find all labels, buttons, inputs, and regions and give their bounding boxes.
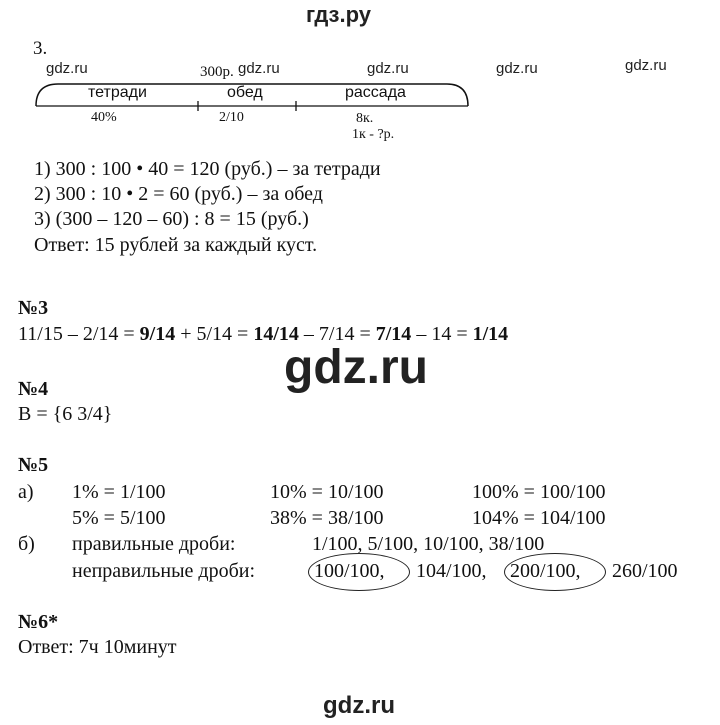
segment-label-notebooks: тетради (88, 84, 147, 101)
expr-result: 1/14 (472, 323, 509, 345)
heading-n5: №5 (18, 454, 49, 476)
expr-result: 7/14 (375, 323, 412, 345)
percent-cell: 100% = 100/100 (472, 481, 606, 503)
watermark: gdz.ru (625, 57, 667, 74)
segment-value-lunch: 2/10 (219, 110, 244, 125)
task-number: 3. (33, 38, 48, 59)
n3-expression (18, 323, 508, 346)
percent-cell: 104% = 104/100 (472, 507, 606, 529)
percent-cell: 38% = 38/100 (270, 507, 384, 529)
improper-value: 104/100, (416, 560, 487, 582)
expr-part: 11/15 – 2/14 = (18, 323, 140, 345)
improper-fractions-label: неправильные дроби: (72, 560, 256, 582)
n6-answer: Ответ: 7ч 10минут (18, 636, 177, 658)
part-a-label: а) (18, 481, 34, 503)
percent-cell: 1% = 1/100 (72, 481, 166, 503)
expr-part: + 5/14 = (175, 323, 254, 345)
center-watermark: gdz.ru (284, 341, 428, 394)
solution-line-3: 3) (300 – 120 – 60) : 8 = 15 (руб.) (34, 208, 309, 230)
solution-line-1: 1) 300 : 100 • 40 = 120 (руб.) – за тетради (34, 158, 381, 180)
expr-result: 14/14 (253, 323, 299, 345)
segment-label-seedlings: рассада (345, 84, 406, 101)
segment-value-notebooks: 40% (91, 110, 117, 125)
heading-n4: №4 (18, 378, 49, 400)
percent-cell: 10% = 10/100 (270, 481, 384, 503)
heading-n6: №6* (18, 611, 59, 633)
watermark: gdz.ru (46, 60, 88, 77)
footer-watermark: gdz.ru (323, 692, 395, 719)
diagram-note: 1к - ?р. (352, 127, 395, 142)
improper-value-circled: 100/100, (314, 560, 385, 582)
watermark: gdz.ru (367, 60, 409, 77)
answer-line: Ответ: 15 рублей за каждый куст. (34, 234, 318, 256)
header-watermark: гдз.ру (306, 2, 371, 27)
improper-value: 260/100 (612, 560, 678, 582)
segment-value-seedlings: 8к. (356, 111, 374, 126)
expr-part: – 14 = (411, 323, 473, 345)
percent-cell: 5% = 5/100 (72, 507, 166, 529)
watermark: gdz.ru (496, 60, 538, 77)
proper-fractions-values: 1/100, 5/100, 10/100, 38/100 (312, 533, 545, 555)
segment-label-lunch: обед (227, 84, 263, 101)
improper-value-circled: 200/100, (510, 560, 581, 582)
watermark: gdz.ru (238, 60, 280, 77)
heading-n3: №3 (18, 297, 49, 319)
expr-result: 9/14 (139, 323, 176, 345)
proper-fractions-label: правильные дроби: (72, 533, 236, 555)
n4-set: B = {6 3/4} (18, 403, 113, 425)
part-b-label: б) (18, 533, 35, 555)
expr-part: – 7/14 = (298, 323, 376, 345)
diagram-total-label: 300р. (200, 64, 234, 80)
solution-line-2: 2) 300 : 10 • 2 = 60 (руб.) – за обед (34, 183, 323, 205)
